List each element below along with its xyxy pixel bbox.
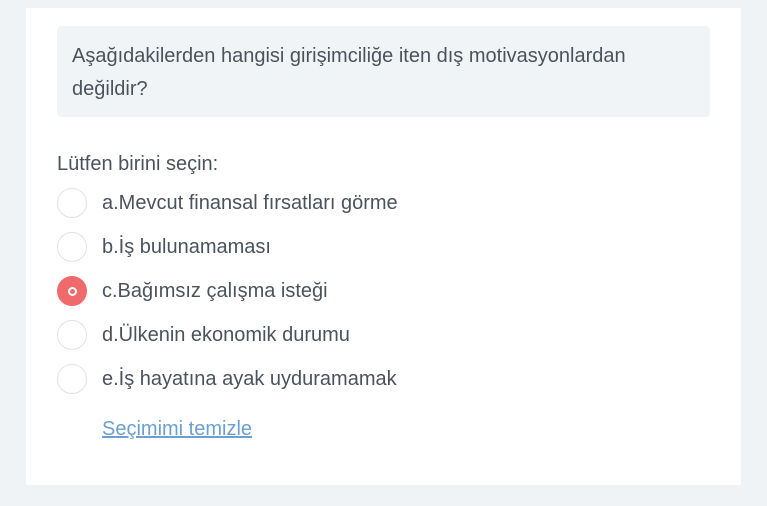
option-a[interactable] — [57, 181, 398, 225]
clear-selection-link[interactable]: Seçimimi temizle — [102, 418, 253, 440]
question-card — [26, 8, 741, 485]
radio-button-a[interactable] — [57, 188, 87, 218]
option-label-c[interactable]: c.Bağımsız çalışma isteği — [102, 279, 328, 302]
answer-options — [57, 181, 398, 401]
option-d[interactable] — [57, 313, 398, 357]
question-text: Aşağıdakilerden hangisi girişimciliğe iten dış motivasyonlardan değildir? — [72, 45, 626, 100]
option-c[interactable] — [57, 269, 398, 313]
radio-button-c[interactable] — [57, 276, 87, 306]
option-label-a[interactable]: a.Mevcut finansal fırsatları görme — [102, 191, 398, 214]
option-e[interactable] — [57, 357, 398, 401]
option-label-e[interactable]: e.İş hayatına ayak uyduramamak — [102, 367, 397, 390]
radio-button-b[interactable] — [57, 232, 87, 262]
option-label-b[interactable]: b.İş bulunamaması — [102, 235, 271, 258]
radio-selected-dot-icon — [68, 287, 77, 296]
radio-button-d[interactable] — [57, 320, 87, 350]
answer-prompt: Lütfen birini seçin: — [57, 153, 219, 175]
option-b[interactable] — [57, 225, 398, 269]
radio-button-e[interactable] — [57, 364, 87, 394]
question-text-box — [57, 26, 710, 117]
option-label-d[interactable]: d.Ülkenin ekonomik durumu — [102, 323, 350, 346]
